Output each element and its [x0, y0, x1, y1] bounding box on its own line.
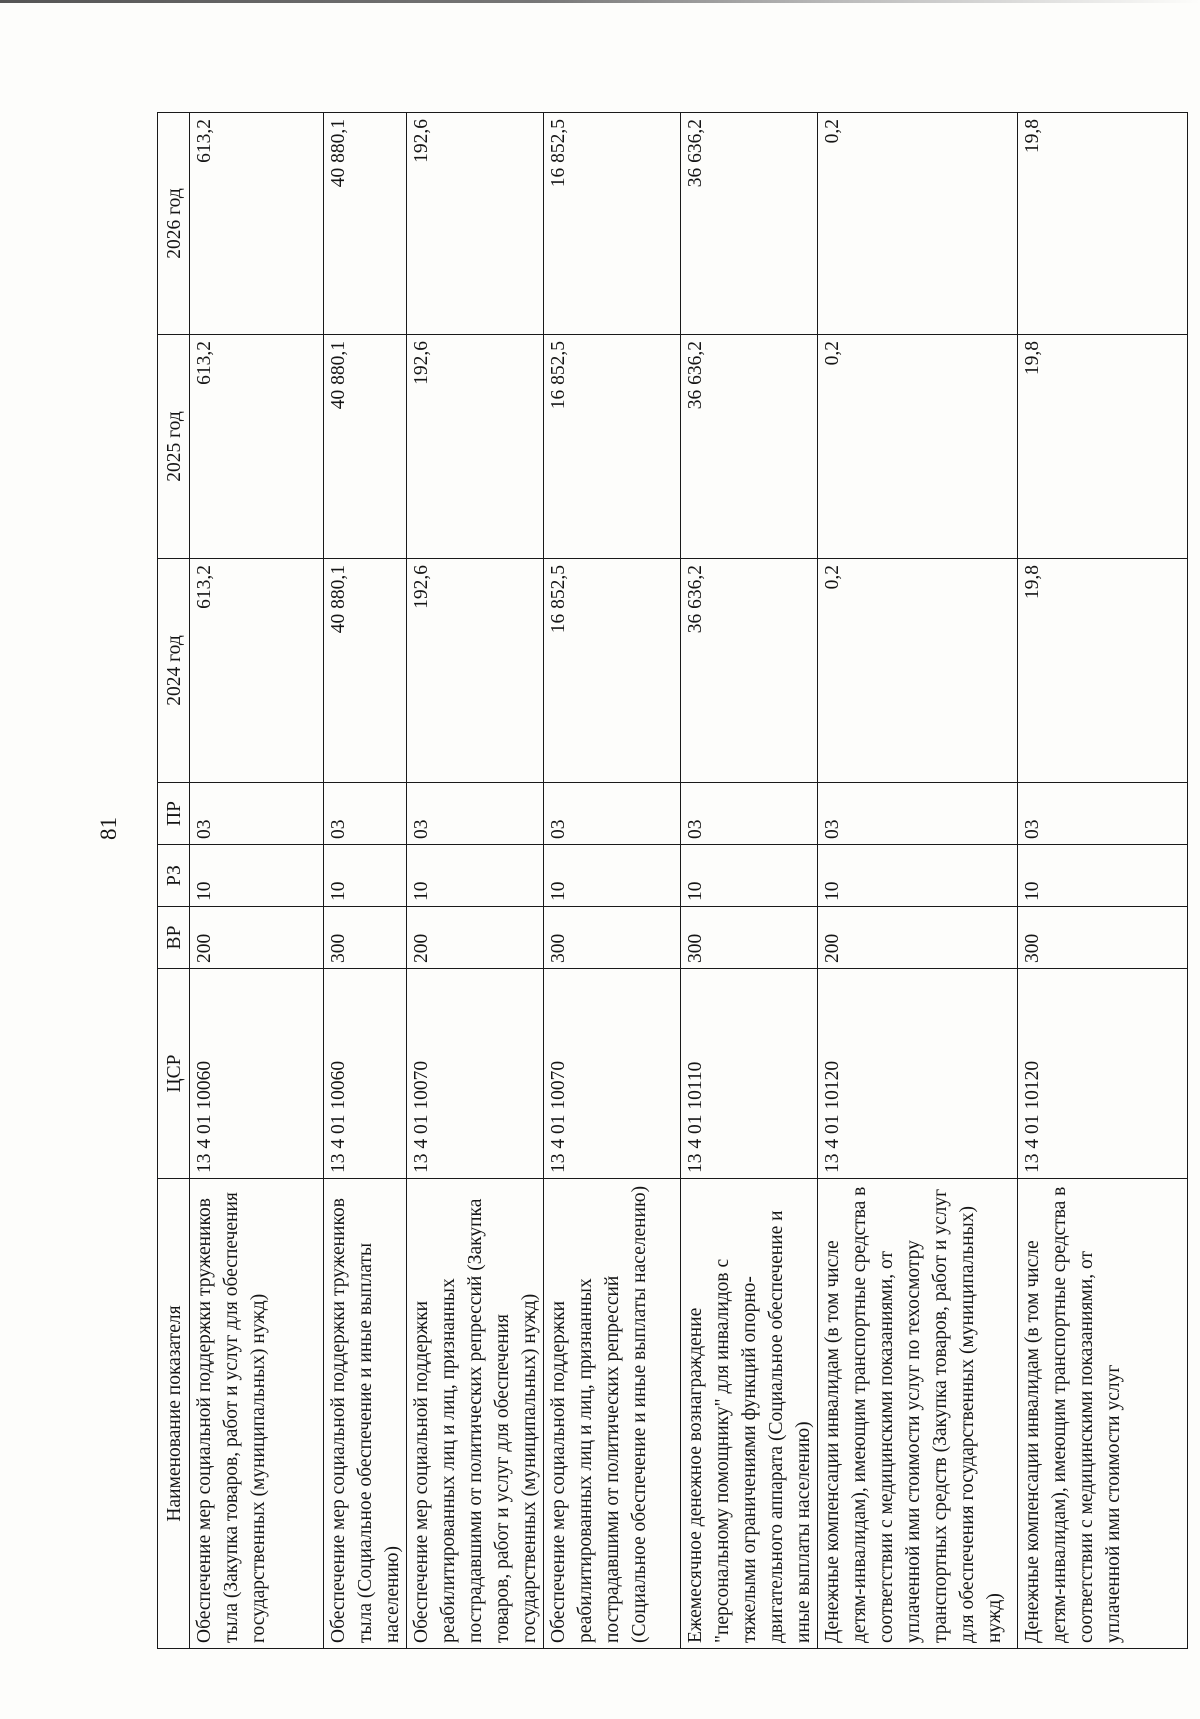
row-amount-2024: 16 852,5: [544, 559, 681, 783]
row-amount-2026: 613,2: [190, 113, 324, 335]
row-amount-2025: 16 852,5: [544, 335, 681, 559]
row-rz: 10: [407, 845, 544, 907]
table-row: [190, 113, 324, 1649]
row-amount-2026: 19,8: [1018, 113, 1188, 335]
row-amount-2024: 19,8: [1018, 559, 1188, 783]
row-pr: 03: [818, 783, 1018, 845]
row-amount-2026: 0,2: [818, 113, 1018, 335]
row-amount-2024: 36 636,2: [681, 559, 818, 783]
table-row: [407, 113, 544, 1649]
row-rz: 10: [544, 845, 681, 907]
row-rz: 10: [324, 845, 407, 907]
budget-table-wrapper: [157, 113, 1172, 1649]
header-name: Наименование показателя: [158, 1179, 190, 1649]
header-2026: 2026 год: [158, 113, 190, 335]
row-csr: 13 4 01 10120: [1018, 969, 1188, 1179]
row-csr: 13 4 01 10120: [818, 969, 1018, 1179]
row-amount-2024: 192,6: [407, 559, 544, 783]
row-name: Обеспечение мер социальной поддержки тружеников тыла (Социальное обеспечение и иные выплаты населению): [324, 1179, 407, 1649]
table-row: [544, 113, 681, 1649]
table-row: [818, 113, 1018, 1649]
row-pr: 03: [544, 783, 681, 845]
row-amount-2025: 613,2: [190, 335, 324, 559]
row-amount-2025: 36 636,2: [681, 335, 818, 559]
row-name: Обеспечение мер социальной поддержки реабилитированных лиц и лиц, признанных пострадавшими от политических репрессий (Закупка товаров, работ и услуг для обеспечения государственных (муниципальных) нужд): [407, 1179, 544, 1649]
row-csr: 13 4 01 10070: [407, 969, 544, 1179]
row-amount-2026: 36 636,2: [681, 113, 818, 335]
row-pr: 03: [1018, 783, 1188, 845]
row-csr: 13 4 01 10060: [324, 969, 407, 1179]
row-amount-2026: 40 880,1: [324, 113, 407, 335]
row-rz: 10: [1018, 845, 1188, 907]
row-amount-2025: 0,2: [818, 335, 1018, 559]
page-number: 81: [96, 817, 121, 840]
row-csr: 13 4 01 10060: [190, 969, 324, 1179]
row-name: Обеспечение мер социальной поддержки реабилитированных лиц и лиц, признанных пострадавшими от политических репрессий (Социальное обеспечение и иные выплаты населению): [544, 1179, 681, 1649]
row-amount-2024: 40 880,1: [324, 559, 407, 783]
table-row: [324, 113, 407, 1649]
header-pr: ПР: [158, 783, 190, 845]
row-name: Денежные компенсации инвалидам (в том числе детям-инвалидам), имеющим транспортные средства в соответствии с медицинскими показаниями, от уплаченной ими стоимости услуг: [1018, 1179, 1188, 1649]
header-vr: ВР: [158, 907, 190, 969]
row-name: Обеспечение мер социальной поддержки тружеников тыла (Закупка товаров, работ и услуг для обеспечения государственных (муниципальных) нужд): [190, 1179, 324, 1649]
row-vr: 300: [324, 907, 407, 969]
scan-edge-line: [0, 0, 1200, 3]
table-row: [681, 113, 818, 1649]
row-vr: 200: [818, 907, 1018, 969]
header-rz: РЗ: [158, 845, 190, 907]
header-csr: ЦСР: [158, 969, 190, 1179]
row-name: Денежные компенсации инвалидам (в том числе детям-инвалидам), имеющим транспортные средства в соответствии с медицинскими показаниями, от уплаченной ими стоимости услуг по техосмотру транспортных средств (Закупка товаров, работ и услуг для обеспечения государственных (муниципальных) нужд): [818, 1179, 1018, 1649]
row-amount-2025: 40 880,1: [324, 335, 407, 559]
row-rz: 10: [818, 845, 1018, 907]
row-vr: 300: [681, 907, 818, 969]
row-amount-2025: 19,8: [1018, 335, 1188, 559]
row-vr: 300: [1018, 907, 1188, 969]
row-amount-2025: 192,6: [407, 335, 544, 559]
row-pr: 03: [407, 783, 544, 845]
row-vr: 200: [190, 907, 324, 969]
row-csr: 13 4 01 10110: [681, 969, 818, 1179]
row-pr: 03: [324, 783, 407, 845]
table-header-row: [158, 113, 190, 1649]
header-2025: 2025 год: [158, 335, 190, 559]
table-row: [1018, 113, 1188, 1649]
row-rz: 10: [681, 845, 818, 907]
row-amount-2026: 16 852,5: [544, 113, 681, 335]
row-pr: 03: [190, 783, 324, 845]
row-amount-2026: 192,6: [407, 113, 544, 335]
row-rz: 10: [190, 845, 324, 907]
row-pr: 03: [681, 783, 818, 845]
header-2024: 2024 год: [158, 559, 190, 783]
row-vr: 200: [407, 907, 544, 969]
budget-table: [157, 112, 1188, 1649]
row-csr: 13 4 01 10070: [544, 969, 681, 1179]
row-name: Ежемесячное денежное вознаграждение "персональному помощнику" для инвалидов с тяжелыми ограничениями функций опорно-двигательного аппарата (Социальное обеспечение и иные выплаты населению): [681, 1179, 818, 1649]
row-amount-2024: 0,2: [818, 559, 1018, 783]
row-amount-2024: 613,2: [190, 559, 324, 783]
row-vr: 300: [544, 907, 681, 969]
